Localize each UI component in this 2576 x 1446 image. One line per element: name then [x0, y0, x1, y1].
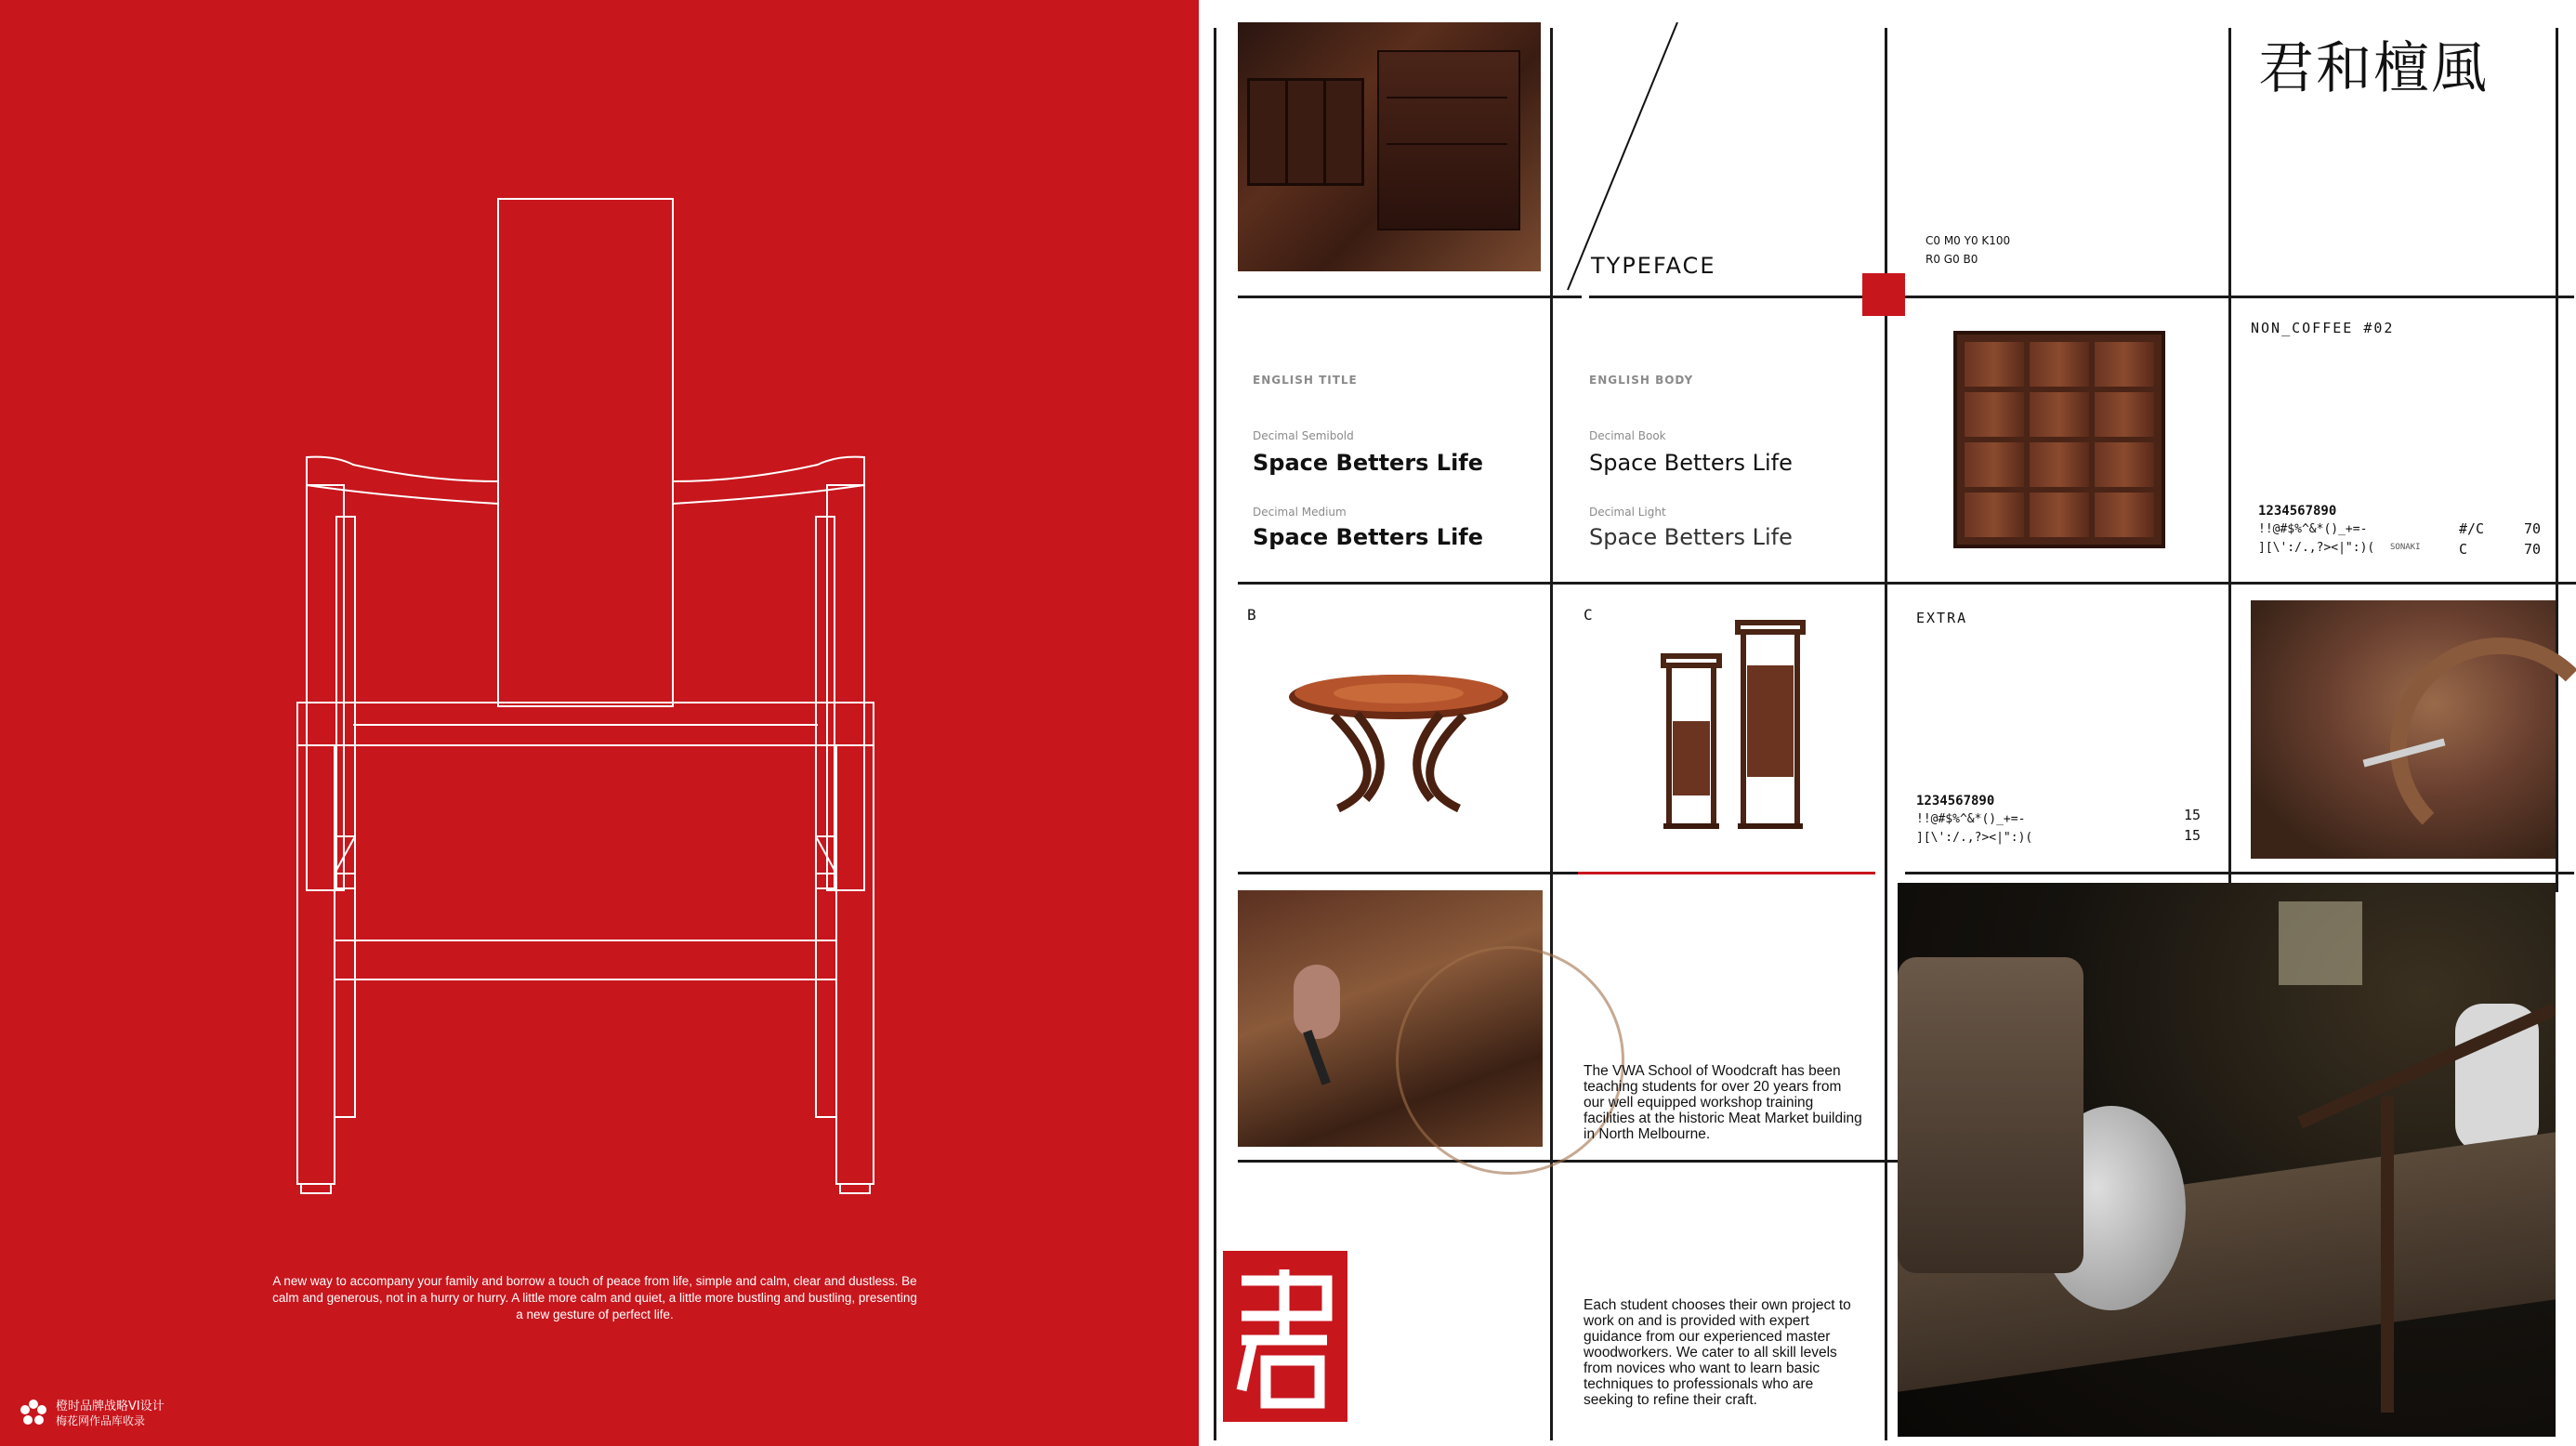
seal-glyph-icon — [1223, 1251, 1347, 1422]
plant-stands-photo — [1645, 619, 1831, 833]
weight-semibold-label: Decimal Semibold — [1253, 429, 1354, 442]
extra-symbols1: !!@#$%^&*()_+=- — [1916, 812, 2026, 826]
col4-rule — [2228, 28, 2231, 892]
letter-c: C — [1584, 606, 1593, 624]
student-paragraph: Each student chooses their own project to work on and is provided with expert guidance from our experienced master woodworkers. We cater to all skill levels from novices who want to learn basic techniques to professionals who are seeking to refine their craft. — [1584, 1297, 1851, 1408]
tagline: A new way to accompany your family and borrow a touch of peace from life, simple and calm, clear and dustless. Be calm and generous, not in a hurry or hurry. A little more calm and quiet, a little more bustling and bustling, presenting a new gesture of perfect life. — [272, 1274, 917, 1321]
armchair-photo — [1898, 883, 2556, 1437]
extra-symbols2: ][\':/.,?><|":)( — [1916, 831, 2033, 845]
row1-rule-a — [1238, 296, 1582, 298]
weight-medium-label: Decimal Medium — [1253, 506, 1347, 519]
extra-value2: 15 — [2184, 827, 2201, 844]
school-paragraph: The VWA School of Woodcraft has been teaching students for over 20 years from our well equipped workshop training facilities at the historic Meat Market building in North Melbourne. — [1584, 1063, 1862, 1142]
row3-rule — [1238, 872, 1582, 874]
right-spec-grid — [1199, 0, 2576, 1446]
cabinet-photo — [1238, 22, 1541, 271]
chair-line-drawing — [279, 186, 892, 1208]
extra-title: EXTRA — [1916, 610, 1968, 626]
typeface-heading: TYPEFACE — [1591, 253, 1716, 279]
non-coffee-symbols1: !!@#$%^&*()_+=- — [2258, 522, 2368, 536]
weight-book-label: Decimal Book — [1589, 429, 1666, 442]
row1-rule-b — [1589, 296, 2574, 298]
non-coffee-title: NON_COFFEE #02 — [2251, 320, 2395, 336]
non-coffee-col-b: C — [2459, 541, 2468, 558]
left-brand-panel — [0, 0, 1199, 1446]
extra-value1: 15 — [2184, 807, 2201, 823]
diagonal-rule — [1566, 22, 1687, 292]
letter-b: B — [1247, 606, 1256, 624]
extra-digits: 1234567890 — [1916, 794, 1995, 808]
weight-light-label: Decimal Light — [1589, 506, 1666, 519]
sample-book: Space Betters Life — [1589, 450, 1793, 476]
drawer-cabinet-photo — [1953, 331, 2165, 548]
non-coffee-aside: SONAKI — [2390, 543, 2421, 552]
seal-logo — [1223, 1251, 1347, 1422]
english-title-label: ENGLISH TITLE — [1253, 374, 1358, 387]
col3-rule — [1885, 28, 1887, 1440]
non-coffee-symbols2: ][\':/.,?><|":)( — [2258, 541, 2375, 555]
sample-light: Space Betters Life — [1589, 524, 1793, 550]
watermark-line2: 梅花网作品库收录 — [56, 1414, 146, 1427]
row3-rule-right — [1905, 872, 2574, 874]
craftsman-bending-photo — [2251, 600, 2556, 859]
watermark-line1: 橙时品牌战略VI设计 — [56, 1400, 164, 1413]
non-coffee-col-a-value: 70 — [2524, 520, 2542, 537]
col1-rule — [1214, 28, 1216, 1440]
col2-rule — [1550, 28, 1553, 1440]
red-swatch — [1862, 273, 1905, 316]
color-spec-line1: C0 M0 Y0 K100 — [1925, 234, 2011, 247]
color-spec-line2: R0 G0 B0 — [1925, 253, 1978, 266]
non-coffee-digits: 1234567890 — [2258, 504, 2337, 519]
english-body-label: ENGLISH BODY — [1589, 374, 1694, 387]
row2-rule — [1238, 582, 2576, 585]
row3-accent-rule — [1578, 872, 1875, 874]
non-coffee-col-b-value: 70 — [2524, 541, 2542, 558]
plum-blossom-icon — [19, 1398, 48, 1427]
sample-medium: Space Betters Life — [1253, 524, 1484, 550]
non-coffee-col-a: #/C — [2459, 520, 2485, 537]
wood-carving-photo — [1238, 890, 1543, 1147]
sample-semibold: Space Betters Life — [1253, 450, 1484, 476]
brand-logotype: 君和檀風 — [2258, 36, 2489, 101]
row4-rule — [1238, 1160, 1907, 1163]
round-table-photo — [1282, 660, 1515, 818]
